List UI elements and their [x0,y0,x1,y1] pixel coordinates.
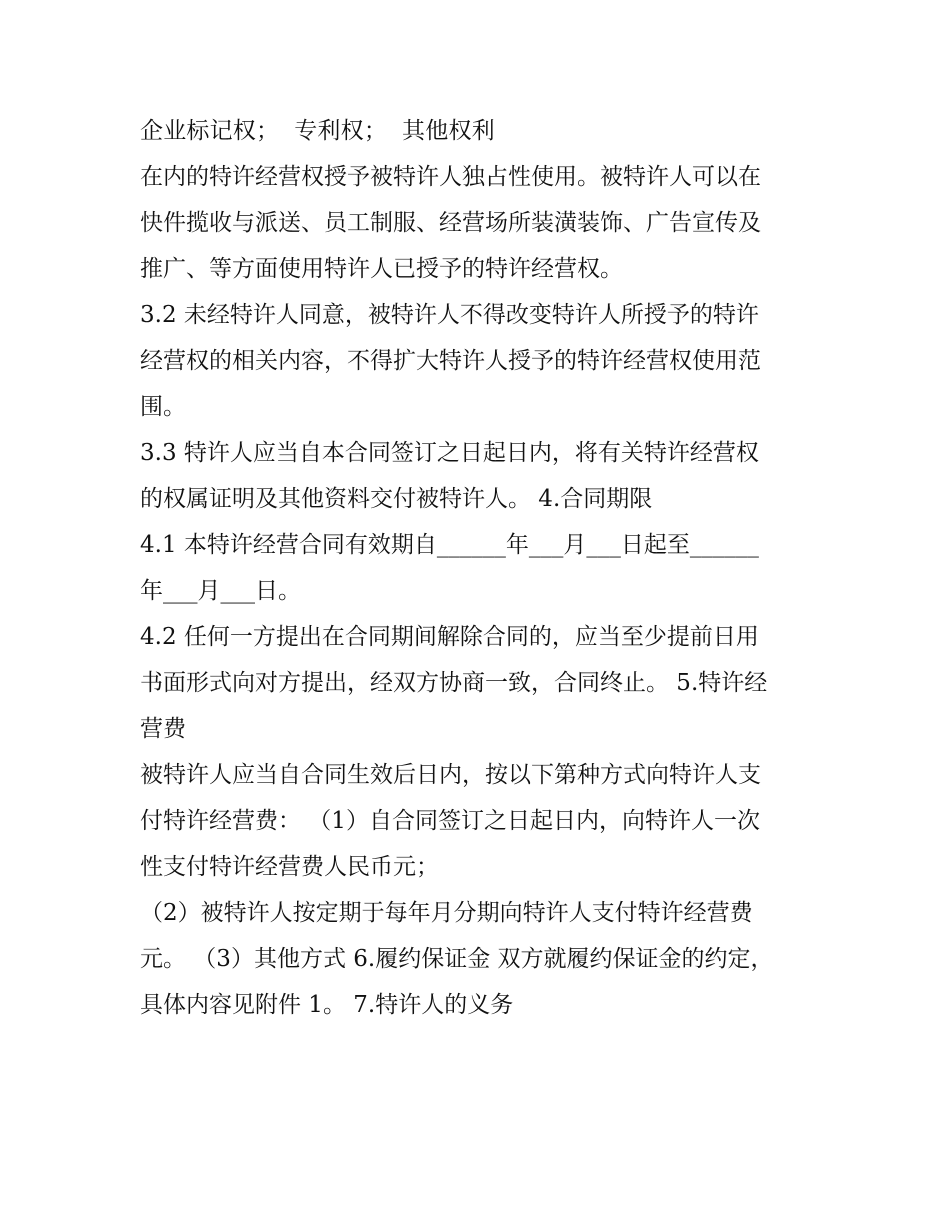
document-body [140,108,820,1028]
text-line: 在内的特许经营权授予被特许人独占性使用。被特许人可以在 [140,164,761,190]
text-line: 快件揽收与派送、员工制服、经营场所装潢装饰、广告宣传及 [140,210,761,236]
text-line: 具体内容见附件 1。 7.特许人的义务 [140,992,514,1018]
text-line: 推广、等方面使用特许人已授予的特许经营权。 [140,256,623,282]
text-line: 的权属证明及其他资料交付被特许人。 4.合同期限 [140,486,653,512]
text-line: 企业标记权； 专利权； 其他权利 [140,118,495,144]
text-line: 经营权的相关内容，不得扩大特许人授予的特许经营权使用范 [140,348,761,374]
text-line: 书面形式向对方提出，经双方协商一致，合同终止。 5.特许经 [140,670,768,696]
text-line: 付特许经营费： （1）自合同签订之日起日内，向特许人一次 [140,808,760,834]
text-line: 4.1 本特许经营合同有效期自______年___月___日起至______ [140,532,759,558]
text-line: 4.2 任何一方提出在合同期间解除合同的，应当至少提前日用 [140,624,759,650]
text-line: 被特许人应当自合同生效后日内，按以下第种方式向特许人支 [140,762,761,788]
text-line: 围。 [140,394,186,420]
text-line: 3.2 未经特许人同意，被特许人不得改变特许人所授予的特许 [140,302,759,328]
text-line: 3.3 特许人应当自本合同签订之日起日内，将有关特许经营权 [140,440,759,466]
text-line: 营费 [140,716,186,742]
text-line: （2）被特许人按定期于每年月分期向特许人支付特许经营费 [140,900,753,926]
text-line: 元。 （3）其他方式 6.履约保证金 双方就履约保证金的约定， [140,946,774,972]
text-line: 性支付特许经营费人民币元； [140,854,439,880]
text-line: 年___月___日。 [140,578,301,604]
